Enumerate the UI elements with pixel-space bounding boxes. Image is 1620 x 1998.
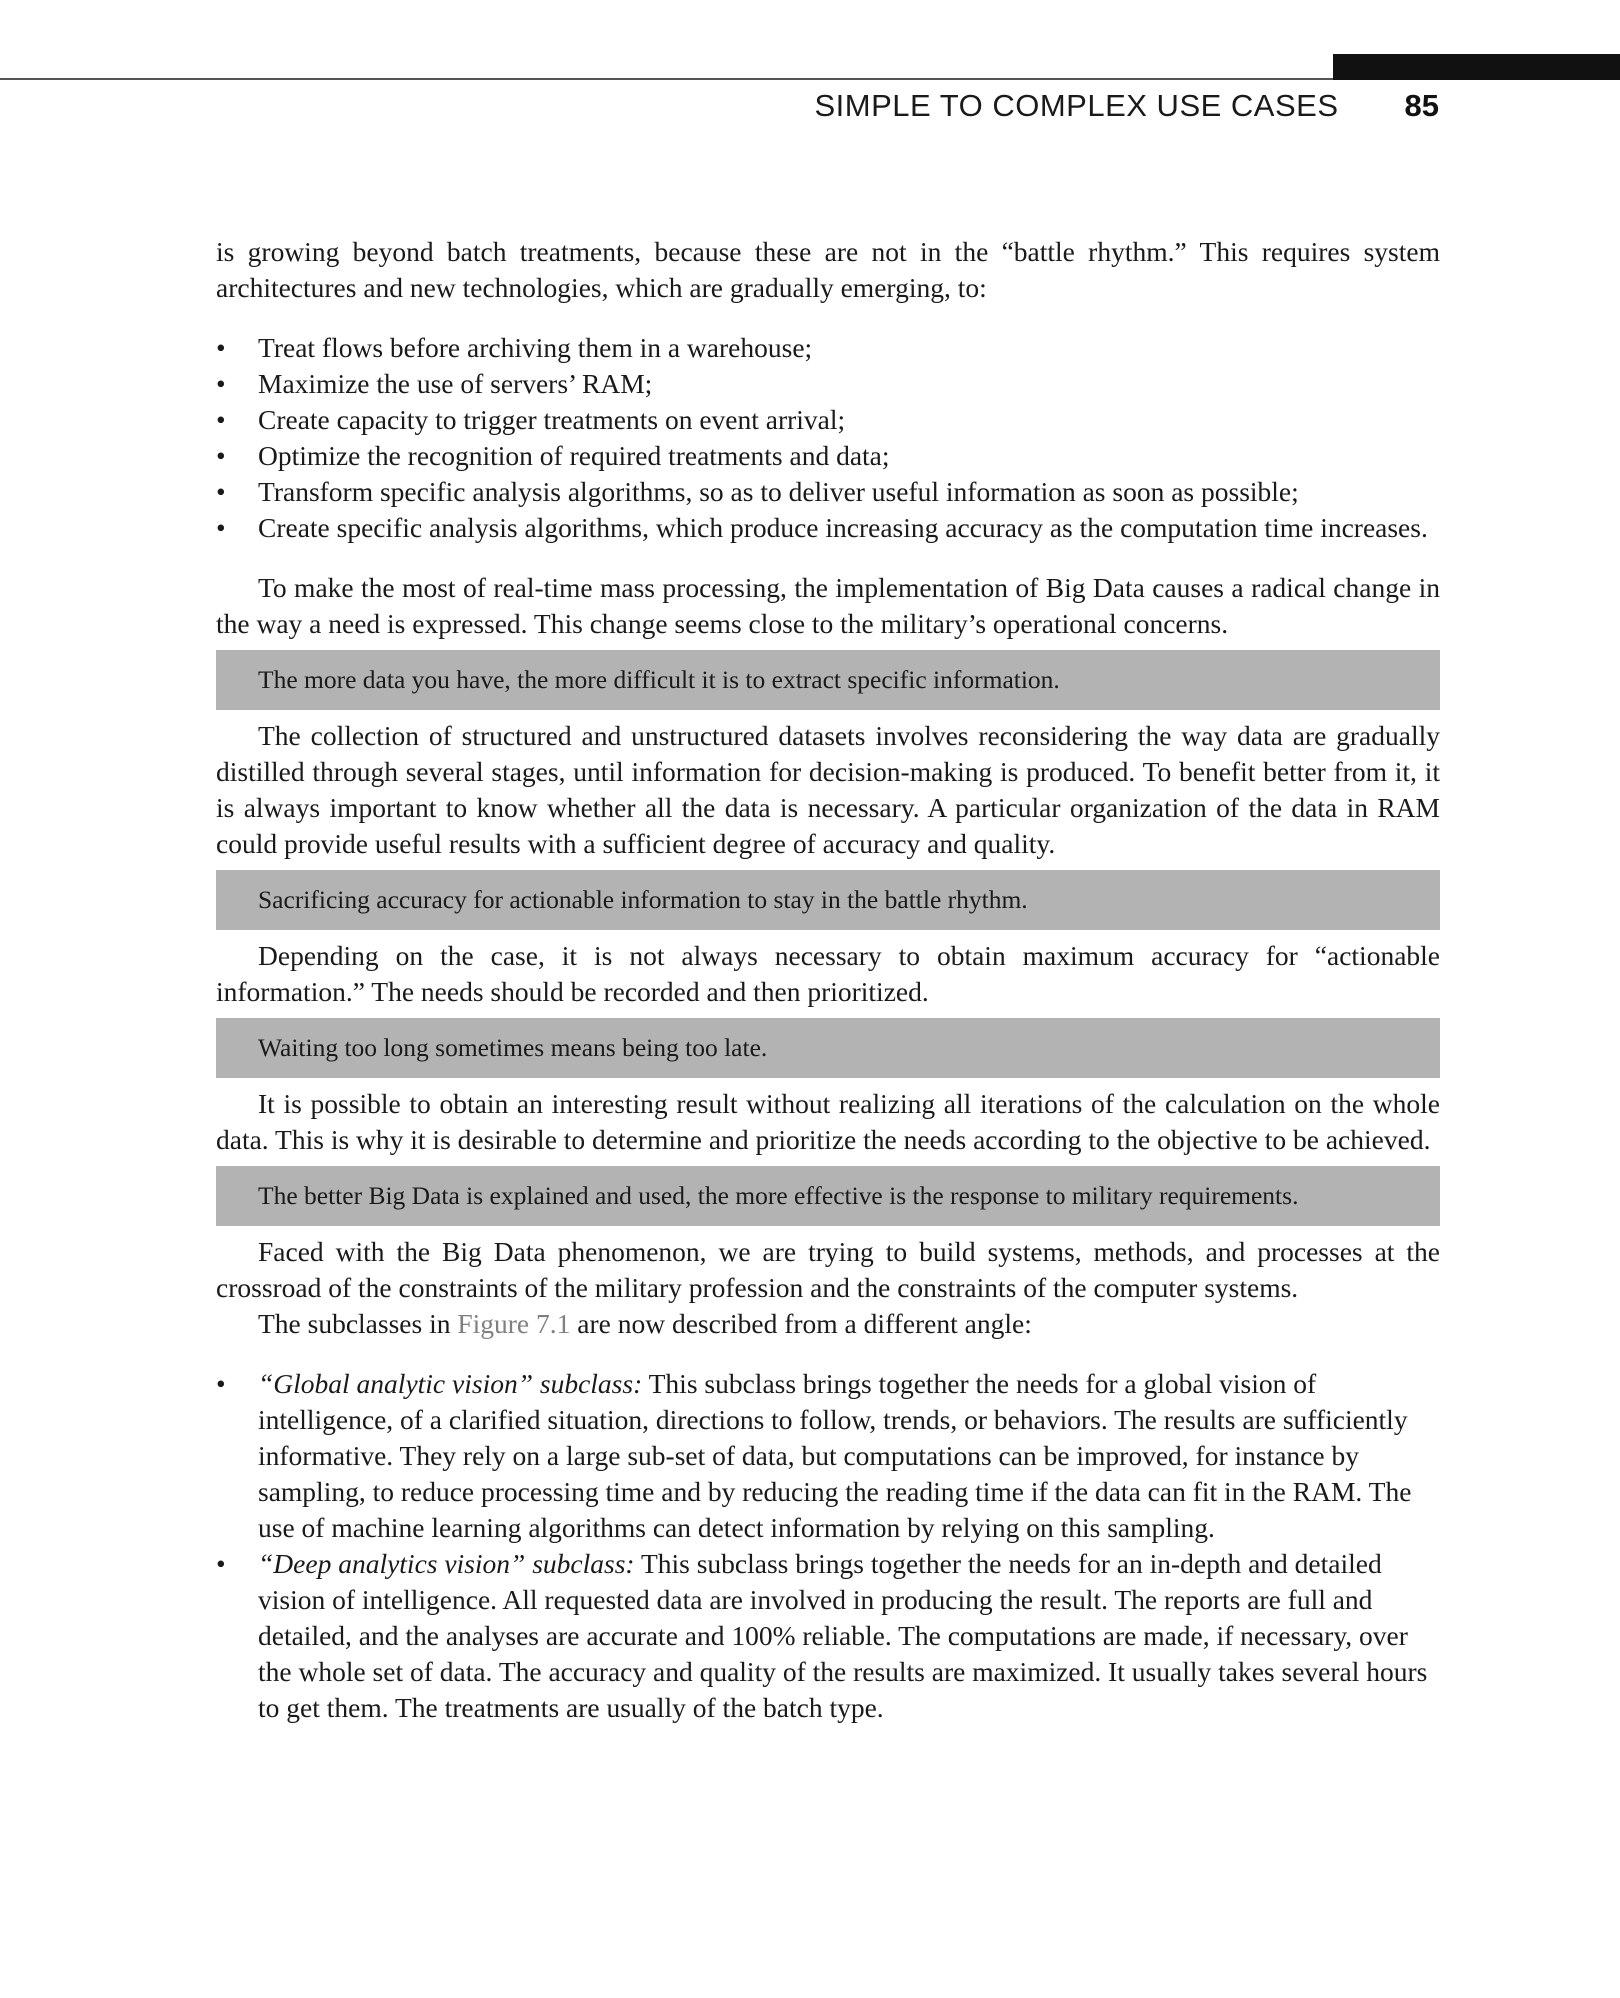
list-item bbox=[216, 330, 1440, 366]
callout-box: The better Big Data is explained and used, the more effective is the response to military requirements. bbox=[216, 1166, 1440, 1226]
list-item bbox=[216, 1546, 1440, 1726]
bullet-icon: • bbox=[216, 1368, 226, 1399]
running-title: SIMPLE TO COMPLEX USE CASES bbox=[814, 88, 1339, 123]
page-number: 85 bbox=[1404, 88, 1439, 123]
paragraph-phenomenon: Faced with the Big Data phenomenon, we are trying to build systems, methods, and processes at the crossroad of the constraints of the military profession and the constraints of the computer systems. bbox=[216, 1236, 1440, 1303]
bullet-icon: • bbox=[216, 512, 226, 543]
bullet-icon: • bbox=[216, 368, 226, 399]
list-item bbox=[216, 402, 1440, 438]
requirements-list bbox=[216, 330, 1440, 546]
figure-reference-link[interactable]: Figure 7.1 bbox=[457, 1308, 571, 1339]
bullet-icon: • bbox=[216, 440, 226, 471]
paragraph-realtime: To make the most of real-time mass processing, the implementation of Big Data causes a radical change in the way a need is expressed. This change seems close to the military’s operational concerns. bbox=[216, 572, 1440, 639]
bullet-icon: • bbox=[216, 332, 226, 363]
subclass-lead: “Deep analytics vision” subclass: bbox=[258, 1548, 635, 1579]
bullet-icon: • bbox=[216, 476, 226, 507]
callout-box: Sacrificing accuracy for actionable information to stay in the battle rhythm. bbox=[216, 870, 1440, 930]
list-item-text: Create capacity to trigger treatments on event arrival; bbox=[258, 404, 846, 435]
list-item bbox=[216, 438, 1440, 474]
callout-box: The more data you have, the more difficult it is to extract specific information. bbox=[216, 650, 1440, 710]
list-item bbox=[216, 366, 1440, 402]
callout-box: Waiting too long sometimes means being too late. bbox=[216, 1018, 1440, 1078]
bullet-icon: • bbox=[216, 1548, 226, 1579]
running-header bbox=[814, 88, 1439, 132]
list-item-text: Optimize the recognition of required treatments and data; bbox=[258, 440, 890, 471]
list-item-text: Treat flows before archiving them in a warehouse; bbox=[258, 332, 813, 363]
list-item bbox=[216, 474, 1440, 510]
paragraph-collection: The collection of structured and unstructured datasets involves reconsidering the way data are gradually distilled through several stages, until information for decision-making is produced. To benefit better from it, it is always important to know whether all the data is necessary. A particular organization of the data in RAM could provide useful results with a sufficient degree of accuracy and quality. bbox=[216, 720, 1440, 859]
bullet-icon: • bbox=[216, 404, 226, 435]
subclass-lead: “Global analytic vision” subclass: bbox=[258, 1368, 643, 1399]
paragraph-accuracy: Depending on the case, it is not always necessary to obtain maximum accuracy for “actionable information.” The needs should be recorded and then prioritized. bbox=[216, 940, 1440, 1007]
page-body bbox=[216, 234, 1440, 1750]
list-item-text: Create specific analysis algorithms, which produce increasing accuracy as the computation time increases. bbox=[258, 512, 1428, 543]
subclass-text: This subclass brings together the needs for an in-depth and detailed vision of intelligence. All requested data are involved in producing the result. The reports are full and detailed, and the analyses are accurate and 100% reliable. The computations are made, if necessary, over the whole set of data. The accuracy and quality of the results are maximized. It usually takes several hours to get them. The treatments are usually of the batch type. bbox=[258, 1548, 1428, 1723]
subclasses-intro-text-end: are now described from a different angle: bbox=[570, 1308, 1032, 1339]
subclasses-intro-text: The subclasses in bbox=[258, 1308, 458, 1339]
subclasses-list bbox=[216, 1366, 1440, 1726]
paragraph-iterations: It is possible to obtain an interesting result without realizing all iterations of the calculation on the whole data. This is why it is desirable to determine and prioritize the needs according to the objective to be achieved. bbox=[216, 1088, 1440, 1155]
subclasses-intro bbox=[216, 1306, 1440, 1342]
list-item-text: Maximize the use of servers’ RAM; bbox=[258, 368, 653, 399]
list-item bbox=[216, 510, 1440, 546]
subclass-text: This subclass brings together the needs for a global vision of intelligence, of a clarified situation, directions to follow, trends, or behaviors. The results are sufficiently informative. They rely on a large sub-set of data, but computations can be improved, for instance by sampling, to reduce processing time and by reducing the reading time if the data can fit in the RAM. The use of machine learning algorithms can detect information by relying on this sampling. bbox=[258, 1368, 1412, 1543]
intro-paragraph: is growing beyond batch treatments, because these are not in the “battle rhythm.” This requires system architectures and new technologies, which are gradually emerging, to: bbox=[216, 236, 1440, 303]
list-item-text: Transform specific analysis algorithms, so as to deliver useful information as soon as possible; bbox=[258, 476, 1299, 507]
header-bar bbox=[1333, 54, 1620, 80]
list-item bbox=[216, 1366, 1440, 1546]
